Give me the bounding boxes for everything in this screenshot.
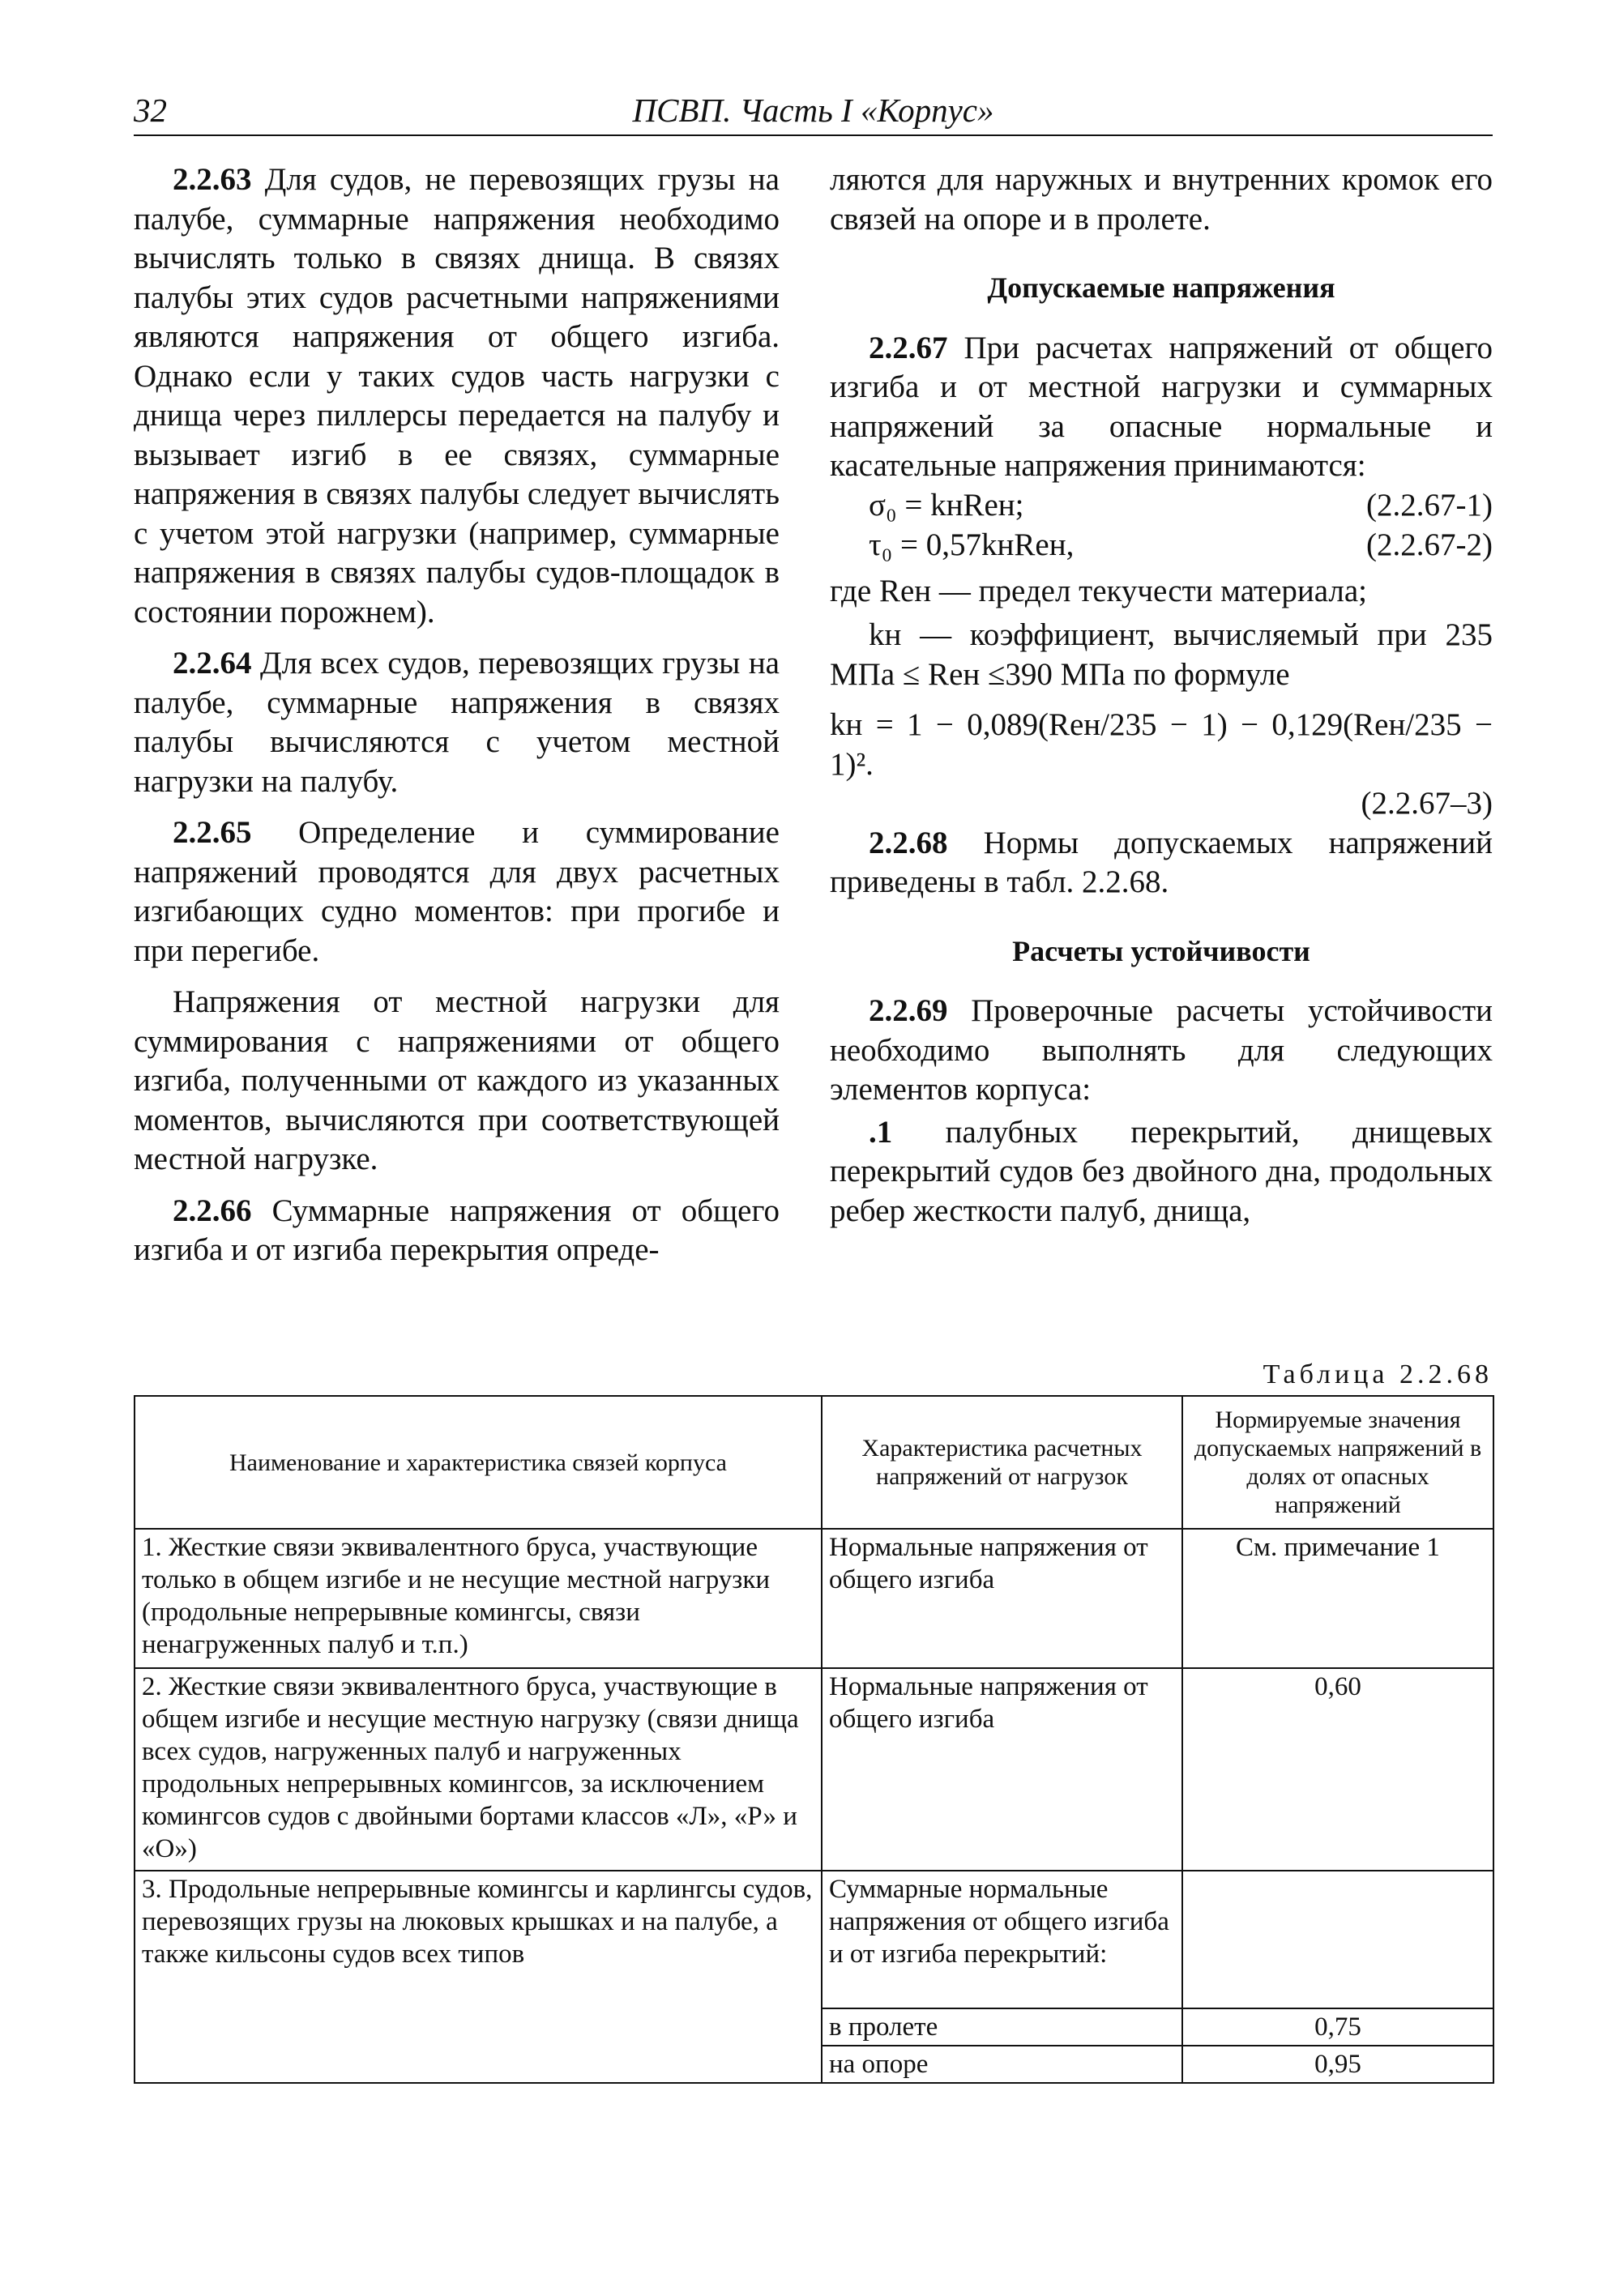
table-cell: 0,60	[1182, 1668, 1493, 1871]
equation-number: (2.2.67-1)	[1366, 487, 1493, 523]
table-cell: 0,75	[1182, 2008, 1493, 2046]
equation-2-2-67-3: kн = 1 − 0,089(Reн/235 − 1) − 0,129(Reн/235 − 1)².	[830, 707, 1493, 782]
paragraph-2-2-66: 2.2.66 Суммарные напряжения от общего изгиба и от изгиба перекрытия опреде-	[134, 1193, 780, 1267]
clause-number: 2.2.68	[869, 825, 948, 860]
clause-number: 2.2.63	[173, 162, 252, 197]
table-header-row	[135, 1396, 1493, 1529]
paragraph-2-2-67: 2.2.67 При расчетах напряжений от общего изгиба и от местной нагрузки и суммарных напряжений за опасные нормальные и касательные напряжения принимаются:	[830, 330, 1493, 483]
running-title: ПСВП. Часть I «Корпус»	[632, 92, 994, 129]
section-heading-allowable-stress: Допускаемые напряжения	[987, 271, 1335, 304]
page-header	[134, 91, 1493, 136]
table-cell: Суммарные нормальные напряжения от общего изгиба и от изгиба перекрытий:	[822, 1871, 1182, 2008]
table-cell: См. примечание 1	[1182, 1529, 1493, 1668]
paragraph-2-2-64: 2.2.64 Для всех судов, перевозящих грузы на палубе, суммарные напряжения в связях палубы вычисляются с учетом местной нагрузки на палубу.	[134, 646, 780, 799]
equation-number: (2.2.67-2)	[1366, 527, 1493, 562]
clause-number: 2.2.66	[173, 1193, 252, 1228]
table-row	[135, 1668, 1493, 1871]
table-cell: в пролете	[822, 2008, 1182, 2046]
column-header: Характеристика расчетных напряжений от нагрузок	[822, 1396, 1182, 1529]
list-item-1: .1 палубных перекрытий, днищевых перекрытий судов без двойного дна, продольных ребер жесткости палуб, днища,	[830, 1114, 1493, 1228]
table-cell: 3. Продольные непрерывные комингсы и карлингсы судов, перевозящих грузы на люковых крышках и на палубе, а также кильсоны судов всех типов	[135, 1871, 822, 2083]
table-cell: Нормальные напряжения от общего изгиба	[822, 1668, 1182, 1871]
equation-number: (2.2.67–3)	[1361, 786, 1493, 821]
column-header: Нормируемые значения допускаемых напряжений в долях от опасных напряжений	[1182, 1396, 1493, 1529]
paragraph-2-2-65-b: Напряжения от местной нагрузки для суммирования с напряжениями от общего изгиба, полученными от каждого из указанных моментов, вычисляются при соответствующей местной нагрузке.	[134, 984, 780, 1176]
table-cell: 0,95	[1182, 2046, 1493, 2083]
table-cell: на опоре	[822, 2046, 1182, 2083]
left-column	[134, 160, 780, 1270]
clause-number: 2.2.65	[173, 815, 252, 850]
column-header: Наименование и характеристика связей корпуса	[135, 1396, 822, 1529]
clause-number: 2.2.64	[173, 646, 252, 681]
item-number: .1	[869, 1114, 893, 1150]
equation-2-2-67-2	[830, 526, 1493, 565]
equation-2-2-67-1	[830, 486, 1493, 526]
paragraph-2-2-65: 2.2.65 Определение и суммирование напряжений проводятся для двух расчетных изгибающих судно моментов: при прогибе и при перегибе.	[134, 815, 780, 968]
table-row	[135, 1871, 1493, 2008]
table-cell: 1. Жесткие связи эквивалентного бруса, участвующие только в общем изгибе и не несущие местной нагрузки (продольные непрерывные комингсы, связи ненагруженных палуб и т.п.)	[135, 1529, 822, 1668]
table-cell	[1182, 1871, 1493, 2008]
paragraph-2-2-63: 2.2.63 Для судов, не перевозящих грузы на палубе, суммарные напряжения необходимо вычислять только в связях днища. В связях палубы этих судов расчетными напряжениями являются напряжения от общего изгиба. Однако если у таких судов часть нагрузки с днища через пиллерсы передается на палубу и вызывает изгиб в ее связях, суммарные напряжения в связях палубы следует вычислять с учетом этой нагрузки (например, суммарные напряжения в связях палубы судов-площадок в состоянии порожнем).	[134, 162, 780, 629]
page-number: 32	[134, 92, 167, 129]
table-cell: 2. Жесткие связи эквивалентного бруса, участвующие в общем изгибе и несущие местную нагрузку (связи днища всех судов, нагруженных палуб и нагруженных продольных непрерывных комингсов, за исключением комингсов судов с двойными бортами классов «Л», «Р» и «О»)	[135, 1668, 822, 1871]
table-row	[135, 1529, 1493, 1668]
definition-yield-strength: где Reн — предел текучести материала;	[830, 573, 1367, 608]
paragraph-2-2-68: 2.2.68 Нормы допускаемых напряжений приведены в табл. 2.2.68.	[830, 825, 1493, 899]
equation-formula: τ₀ = 0,57kнReн,	[869, 527, 1075, 562]
equation-formula: σ₀ = kнReн;	[869, 487, 1024, 523]
paragraph-2-2-66-cont: ляются для наружных и внутренних кромок его связей на опоре и в пролете.	[830, 162, 1493, 237]
section-heading-stability: Расчеты устойчивости	[1012, 934, 1310, 967]
table-cell: Нормальные напряжения от общего изгиба	[822, 1529, 1182, 1668]
table-caption: Таблица 2.2.68	[1263, 1359, 1493, 1389]
right-column	[830, 160, 1493, 1231]
clause-number: 2.2.67	[869, 330, 948, 365]
paragraph-2-2-69: 2.2.69 Проверочные расчеты устойчивости необходимо выполнять для следующих элементов корпуса:	[830, 993, 1493, 1107]
definition-coefficient: kн — коэффициент, вычисляемый при 235 МПа ≤ Reн ≤390 МПа по формуле	[830, 617, 1493, 692]
clause-number: 2.2.69	[869, 993, 948, 1028]
allowable-stress-table	[134, 1395, 1494, 2084]
